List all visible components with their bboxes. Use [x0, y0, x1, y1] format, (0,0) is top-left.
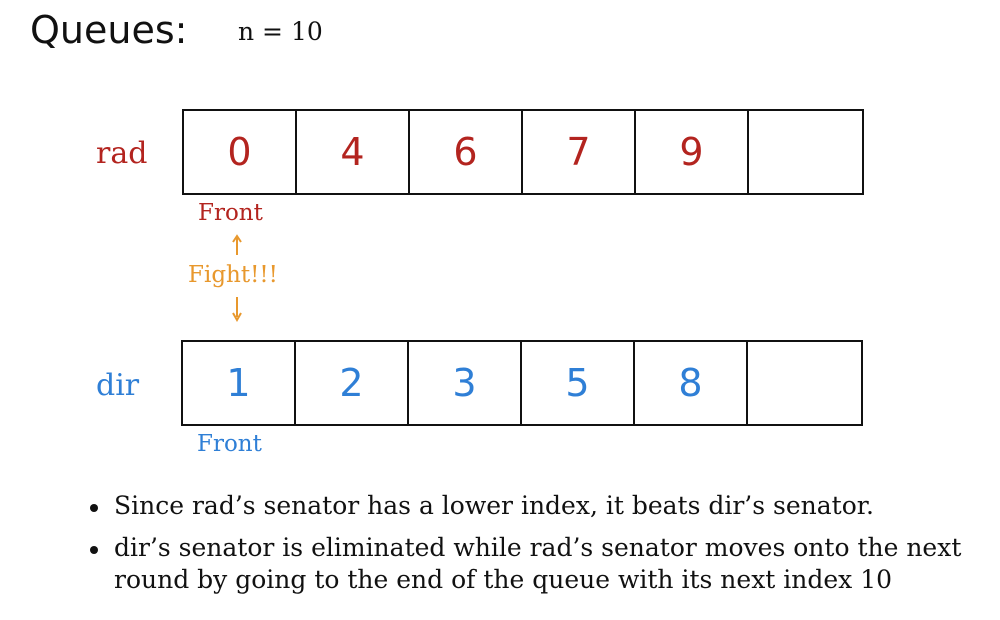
explanation-list [88, 490, 993, 606]
rad-front-label: Front [198, 200, 263, 226]
fight-label: Fight!!! [188, 262, 278, 288]
rad-queue [182, 109, 864, 195]
list-item [88, 490, 993, 522]
rad-cell-2: 6 [410, 111, 523, 193]
rad-cell-5 [749, 111, 862, 193]
bullet-icon [90, 504, 98, 512]
dir-cell-4: 8 [635, 342, 748, 424]
bullet-text: dir’s senator is eliminated while rad’s senator moves onto the next round by going to the end of the queue with its next index 10 [114, 533, 962, 594]
rad-cell-3: 7 [523, 111, 636, 193]
rad-cell-0: 0 [184, 111, 297, 193]
dir-cell-1: 2 [296, 342, 409, 424]
dir-cell-0: 1 [183, 342, 296, 424]
dir-cell-2: 3 [409, 342, 522, 424]
dir-cell-3: 5 [522, 342, 635, 424]
dir-queue-label: dir [96, 368, 140, 403]
slide-title: Queues: [30, 8, 188, 52]
arrow-up-icon [232, 234, 242, 256]
n-value-label: n = 10 [238, 17, 323, 46]
dir-queue [181, 340, 863, 426]
arrow-down-icon [232, 296, 242, 322]
rad-queue-label: rad [96, 136, 148, 171]
rad-cell-1: 4 [297, 111, 410, 193]
dir-cell-5 [748, 342, 861, 424]
rad-cell-4: 9 [636, 111, 749, 193]
bullet-icon [90, 546, 98, 554]
dir-front-label: Front [197, 431, 262, 457]
bullet-text: Since rad’s senator has a lower index, it beats dir’s senator. [114, 491, 874, 520]
list-item [88, 532, 993, 596]
